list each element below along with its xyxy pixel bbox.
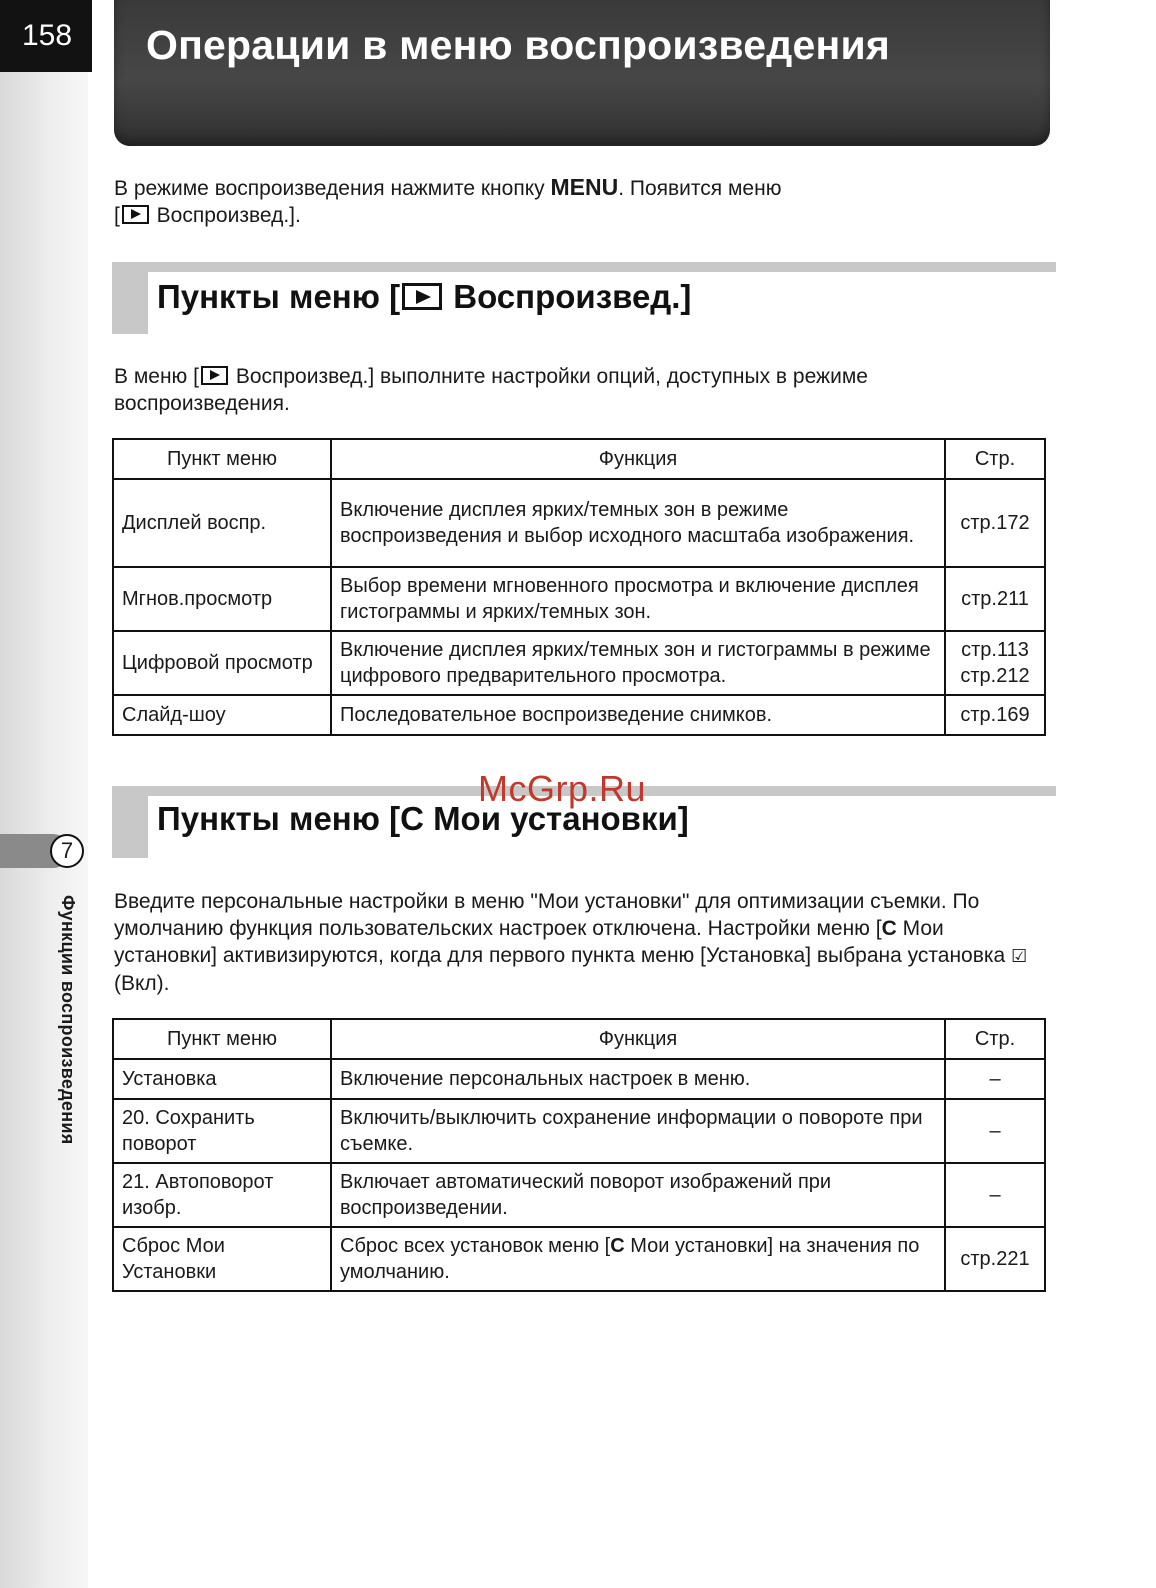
section-title-part: Воспроизвед.] [444,278,692,315]
playback-description [114,363,1044,417]
description-part: Воспроизвед.] выполните настройки опций, доступных в режиме воспроизведения. [114,365,868,415]
menu-item-cell: Установка [113,1059,331,1099]
intro-text-part: . Появится меню [618,177,782,200]
description-part: (Вкл). [114,972,170,995]
menu-item-cell: 20. Сохранить поворот [113,1099,331,1163]
description-part: Введите персональные настройки в меню "Мои установки" для оптимизации съемки. По умолчанию функция пользовательских настроек отключена. Настройки меню [ [114,890,980,940]
playback-icon [201,366,228,385]
menu-item-cell: 21. Автоповорот изобр. [113,1163,331,1227]
chapter-number: 7 [50,834,84,868]
page-ref-cell: стр.221 [945,1227,1045,1291]
intro-text [114,174,1014,229]
function-text-part: Сброс всех установок меню [ [340,1235,611,1257]
page-ref-cell: стр.211 [945,567,1045,631]
function-cell: Включает автоматический поворот изображений при воспроизведении. [331,1163,945,1227]
playback-icon [402,283,442,310]
menu-item-cell: Цифровой просмотр [113,631,331,695]
col-header-function: Функция [331,439,945,479]
page-number: 158 [0,0,92,72]
col-header-item: Пункт меню [113,1019,331,1059]
function-cell: Выбор времени мгновенного просмотра и включение дисплея гистограммы и ярких/темных зон. [331,567,945,631]
custom-description [114,888,1044,997]
function-cell: Включение дисплея ярких/темных зон в режиме воспроизведения и выбор исходного масштаба изображения. [331,479,945,567]
table-header-row [113,1019,1045,1059]
watermark: McGrp.Ru [478,768,647,809]
function-cell: Включить/выключить сохранение информации о повороте при съемке. [331,1099,945,1163]
checkbox-checked-icon: ☑ [1011,946,1028,966]
table-header-row [113,439,1045,479]
section-title-playback [157,278,691,316]
description-part: В меню [ [114,365,199,388]
table-row [113,1099,1045,1163]
table-row [113,567,1045,631]
page-title: Операции в меню воспроизведения [146,22,890,68]
col-header-function: Функция [331,1019,945,1059]
description-part: Мои установки] активизируются, когда для первого пункта меню [Установка] выбрана установка [114,917,1012,967]
table-row [113,1059,1045,1099]
intro-text-part: В режиме воспроизведения нажмите кнопку [114,177,551,200]
side-strip [0,0,88,1588]
menu-item-cell: Слайд-шоу [113,695,331,735]
page-ref-cell: – [945,1099,1045,1163]
col-header-item: Пункт меню [113,439,331,479]
page-ref-cell: – [945,1163,1045,1227]
custom-c-icon: C [881,917,897,940]
table-row [113,479,1045,567]
chapter-label: Функции воспроизведения [58,895,78,1145]
playback-menu-table [112,438,1046,736]
playback-icon [122,205,149,224]
menu-item-cell: Сброс Мои Установки [113,1227,331,1291]
intro-text-part: [ [114,204,120,227]
menu-item-cell: Мгнов.просмотр [113,567,331,631]
function-cell: Включение персональных настроек в меню. [331,1059,945,1099]
menu-key: MENU [550,174,619,200]
function-cell: Включение дисплея ярких/темных зон и гистограммы в режиме цифрового предварительного просмотра. [331,631,945,695]
section-title-part: Пункты меню [ [157,278,401,315]
custom-menu-table [112,1018,1046,1292]
table-row [113,695,1045,735]
page-ref-cell: стр.113 стр.212 [945,631,1045,695]
function-cell: Последовательное воспроизведение снимков. [331,695,945,735]
table-row [113,1227,1045,1291]
intro-text-part: Воспроизвед.]. [150,204,301,227]
col-header-page: Стр. [945,439,1045,479]
page-ref-cell: стр.172 [945,479,1045,567]
section-bar [112,262,1056,272]
function-text-part: Мои установки] на значения по умолчанию. [340,1235,920,1283]
col-header-page: Стр. [945,1019,1045,1059]
section-title-custom: Пункты меню [C Мои установки] [157,800,689,837]
custom-c-icon: C [610,1235,625,1257]
menu-item-cell: Дисплей воспр. [113,479,331,567]
table-row [113,631,1045,695]
table-row [113,1163,1045,1227]
function-cell [331,1227,945,1291]
page-ref-cell: – [945,1059,1045,1099]
page-ref-cell: стр.169 [945,695,1045,735]
